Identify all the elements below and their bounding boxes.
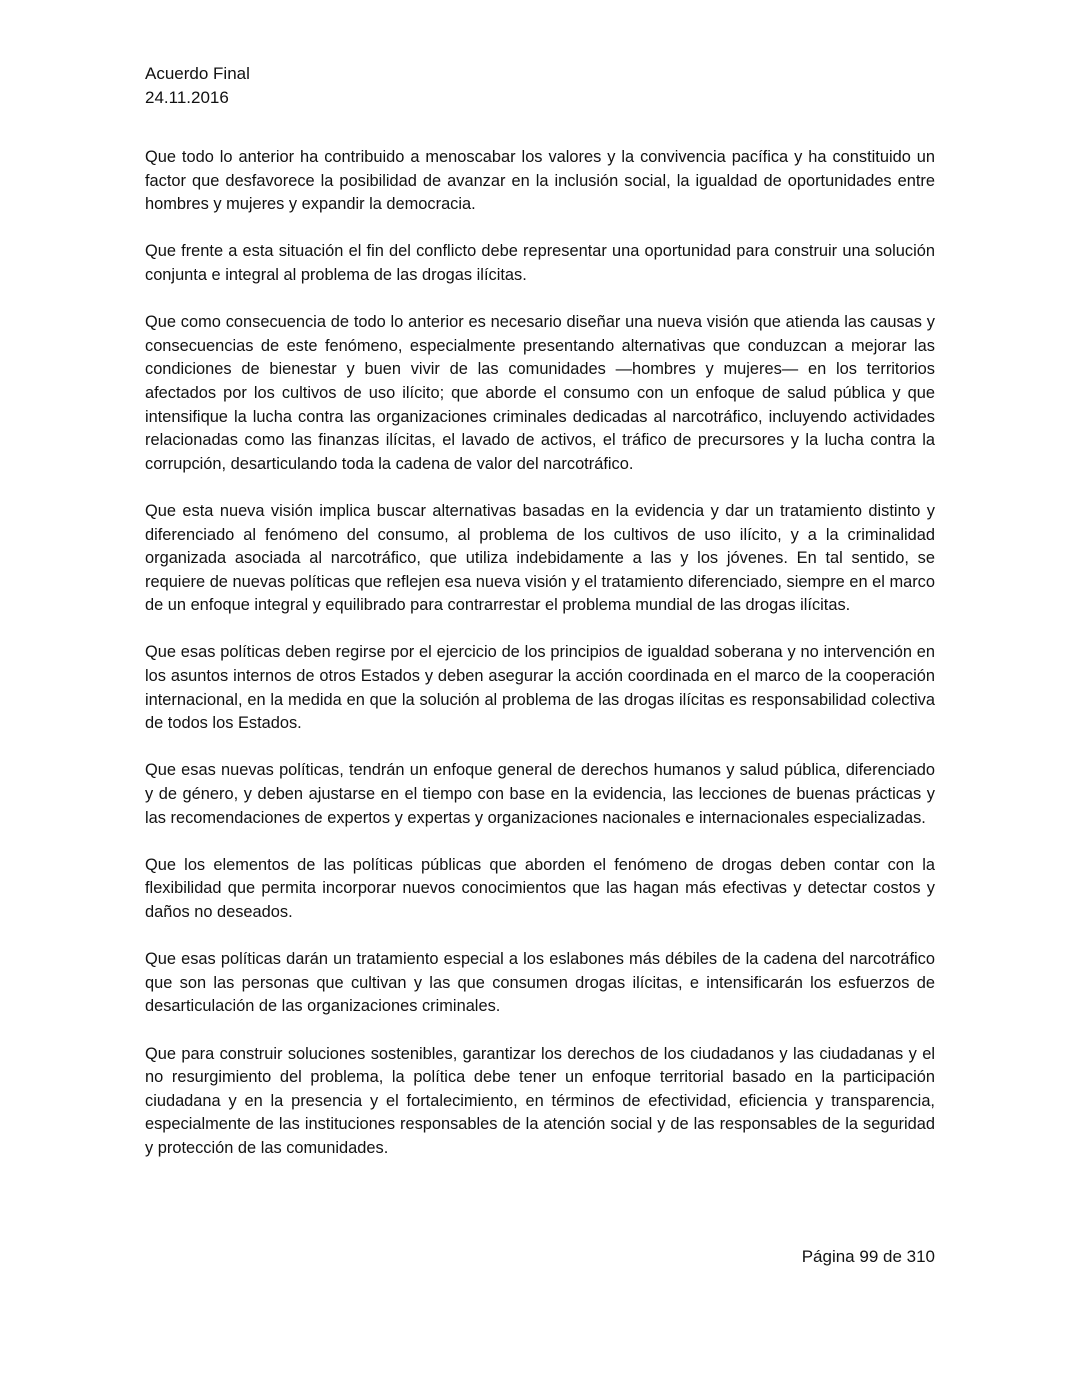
document-date: 24.11.2016 <box>145 88 229 107</box>
paragraph-5: Que esas políticas deben regirse por el ejercicio de los principios de igualdad soberana y no intervención en los asuntos internos de otros Estados y deben asegurar la acción coordinada en el marco de la cooperación internacional, en la medida en que la solución al problema de las drogas ilícitas es responsabilidad colectiva de todos los Estados. <box>145 643 935 733</box>
paragraph-4: Que esta nueva visión implica buscar alternativas basadas en la evidencia y dar un tratamiento distinto y diferenciado al fenómeno del consumo, al problema de los cultivos de uso ilícito, y a la criminalidad organizada asociada al narcotráfico, que utiliza indebidamente a las y los jóvenes. En tal sentido, se requiere de nuevas políticas que reflejen esa nueva visión y el tratamiento diferenciado, siempre en el marco de un enfoque integral y equilibrado para contrarrestar el problema mundial de las drogas ilícitas. <box>145 501 935 615</box>
paragraph-9: Que para construir soluciones sostenibles, garantizar los derechos de los ciudadanos y las ciudadanas y el no resurgimiento del problema, la política debe tener un enfoque territorial basado en la participación ciudadana y en la presencia y el fortalecimiento, en términos de efectividad, eficiencia y transparencia, especialmente de las instituciones responsables de la atención social y de las responsables de la seguridad y protección de las comunidades. <box>145 1044 935 1157</box>
page-number: Página 99 de 310 <box>801 1247 935 1266</box>
paragraph-6: Que esas nuevas políticas, tendrán un enfoque general de derechos humanos y salud pública, diferenciado y de género, y deben ajustarse en el tiempo con base en la evidencia, las lecciones de buenas prácticas y las recomendaciones de expertos y expertas y organizaciones nacionales e internacionales especializadas. <box>145 761 935 827</box>
paragraph-8: Que esas políticas darán un tratamiento especial a los eslabones más débiles de la cadena del narcotráfico que son las personas que cultivan y las que consumen drogas ilícitas, e intensificarán los esfuerzos de desarticulación de las organizaciones criminales. <box>145 950 935 1016</box>
paragraph-2: Que frente a esta situación el fin del conflicto debe representar una oportunidad para construir una solución conjunta e integral al problema de las drogas ilícitas. <box>145 242 935 284</box>
document-page <box>145 62 935 1169</box>
paragraph-3: Que como consecuencia de todo lo anterior es necesario diseñar una nueva visión que atienda las causas y consecuencias de este fenómeno, especialmente presentando alternativas que conduzcan a mejorar las condiciones de bienestar y buen vivir de las comunidades —hombres y mujeres— en los territorios afectados por los cultivos de uso ilícito; que aborde el consumo con un enfoque de salud pública y que intensifique la lucha contra las organizaciones criminales dedicadas al narcotráfico, incluyendo actividades relacionadas como las finanzas ilícitas, el lavado de activos, el tráfico de precursores y la lucha contra la corrupción, desarticulando toda la cadena de valor del narcotráfico. <box>145 313 935 473</box>
document-header <box>145 62 935 110</box>
paragraph-7: Que los elementos de las políticas públicas que aborden el fenómeno de drogas deben contar con la flexibilidad que permita incorporar nuevos conocimientos que las hagan más efectivas y detectar costos y daños no deseados. <box>145 855 935 921</box>
document-title: Acuerdo Final <box>145 64 250 83</box>
paragraph-1: Que todo lo anterior ha contribuido a menoscabar los valores y la convivencia pacífica y ha constituido un factor que desfavorece la posibilidad de avanzar en la inclusión social, la igualdad de oportunidades entre hombres y mujeres y expandir la democracia. <box>145 148 935 214</box>
